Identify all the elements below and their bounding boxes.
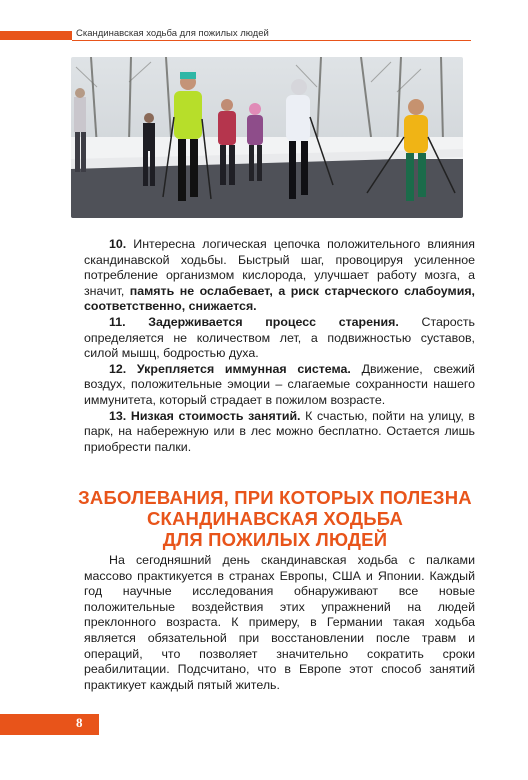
benefit-item-12 xyxy=(84,362,475,409)
benefit-number: 12. xyxy=(109,361,127,376)
section-paragraph: На сегодняшний день скандинавская ходьба с палками массово практикуется в странах Европы, США и Японии. Каждый год научные исследования обнаруживают все новые положительные воздействия этих упражнений на людей преклонного возраста. К примеру, в Германии такая ходьба является обязательной при восстановлении после травм и операций, что позволяет значительно сократить сроки реабилитации. Подсчитано, что в Европе этот способ занятий практикует каждый пятый житель. xyxy=(84,553,475,692)
benefit-text: К счастью, пойти на улицу, в парк, на набережную или в лес можно бесплатно. Остается лишь приобрести палки. xyxy=(84,408,475,454)
benefit-number: 10. xyxy=(109,237,127,251)
header-rule xyxy=(72,40,471,41)
footer-accent-bar xyxy=(0,714,99,735)
section-heading-line: СКАНДИНАВСКАЯ ХОДЬБА xyxy=(146,508,404,529)
section-heading xyxy=(70,487,480,550)
benefit-number: 13. xyxy=(109,408,127,423)
benefit-text: Старость определяется не количеством лет, а подвижностью суставов, силой мышц, бодростью духа. xyxy=(84,314,475,361)
benefit-item-11 xyxy=(84,315,475,362)
section-heading-line: ДЛЯ ПОЖИЛЫХ ЛЮДЕЙ xyxy=(162,529,388,550)
section-heading-line: ЗАБОЛЕВАНИЯ, ПРИ КОТОРЫХ ПОЛЕЗНА xyxy=(78,487,472,508)
section-body xyxy=(84,553,475,693)
benefits-list xyxy=(84,237,475,455)
benefit-item-10 xyxy=(84,237,475,315)
benefit-text: Движение, свежий воздух, положительные эмоции – слагаемые сохранности нашего иммунитета, который страдает в пожилом возрасте. xyxy=(84,361,475,407)
benefit-highlight: память не ослабевает, а риск старческого слабоумия, соответственно, снижается. xyxy=(84,283,475,314)
benefit-title: Задерживается процесс старения. xyxy=(125,314,399,329)
benefit-text: Интересна логическая цепочка положительного влияния скандинавской ходьбы. Быстрый шаг, провоцируя усиленное потребление организмом кислорода, улучшает работу мозга, а значит, xyxy=(84,237,475,298)
nordic-walking-photo xyxy=(71,57,463,218)
page-number: 8 xyxy=(76,715,83,730)
header-accent-bar xyxy=(0,31,72,40)
benefit-title: Низкая стоимость занятий. xyxy=(126,408,301,423)
benefit-item-13 xyxy=(84,409,475,456)
benefit-title: Укрепляется иммунная система. xyxy=(126,361,351,376)
running-header: Скандинавская ходьба для пожилых людей xyxy=(76,28,269,39)
benefit-number: 11. xyxy=(109,314,126,329)
